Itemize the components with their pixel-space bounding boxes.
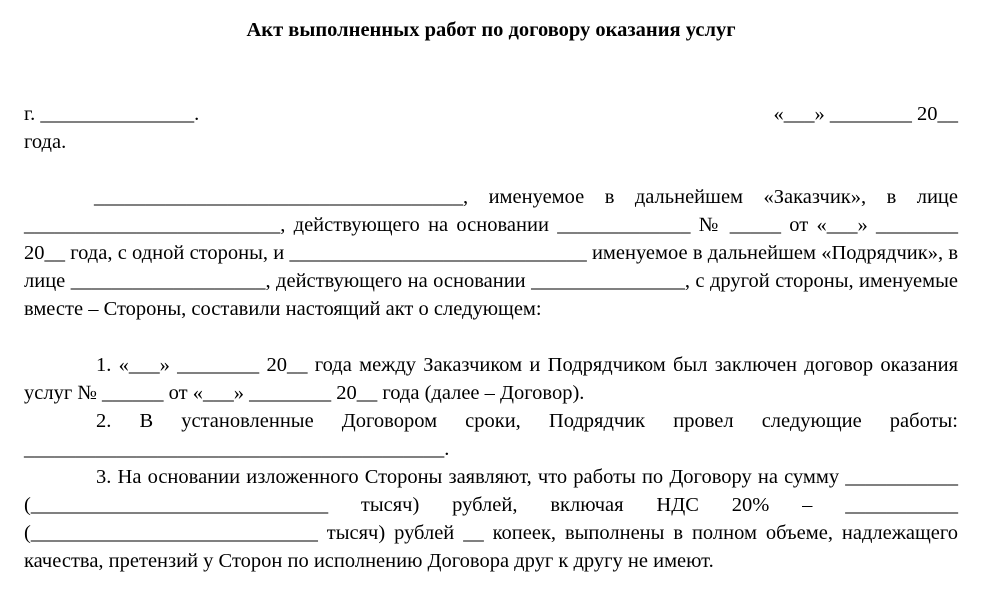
date-field: «___» ________ 20__ xyxy=(773,103,958,125)
clause-1: 1. «___» ________ 20__ года между Заказчиком и Подрядчиком был заключен договор оказания услуг № ______ от «___» ________ 20__ года (далее – Договор). xyxy=(24,354,958,404)
clause-2: 2. В установленные Договором сроки, Подрядчик провел следующие работы: _________________________________________. xyxy=(24,410,958,460)
date-year-word: года. xyxy=(24,131,67,153)
place-field: г. _______________. xyxy=(24,103,200,125)
header-row xyxy=(24,100,958,128)
intro-paragraph: ____________________________________, именуемое в дальнейшем «Заказчик», в лице _________________________, действующего на основании _____________ № _____ от «___» ________ 20__ года, с одной стороны, и _____________________________ именуемое в дальнейшем «Подрядчик», в лице ___________________, действующего на основании _______________, с другой стороны, именуемые вместе – Стороны, составили настоящий акт о следующем: xyxy=(24,186,958,320)
document-title: Акт выполненных работ по договору оказания услуг xyxy=(246,19,736,41)
clause-3: 3. На основании изложенного Стороны заявляют, что работы по Договору на сумму ___________ (_____________________________ тысяч) рублей, включая НДС 20% – ___________ (____________________________ тысяч) рублей __ копеек, выполнены в полном объеме, надлежащего качества, претензий у Сторон по исполнению Договора друг к другу не имеют. xyxy=(24,466,958,572)
